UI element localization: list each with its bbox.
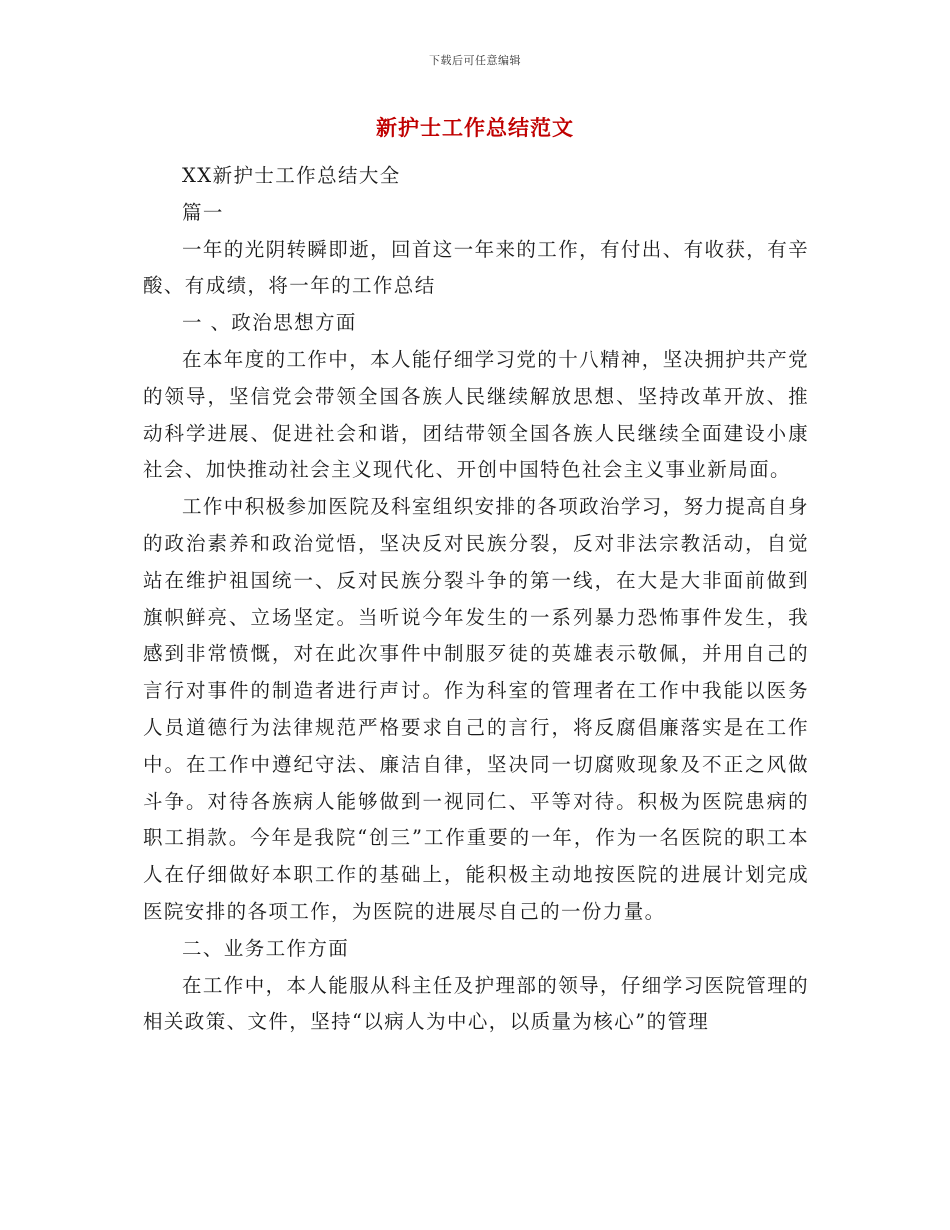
section-label-paragraph: 篇一 — [182, 200, 224, 224]
business-paragraph-1: 在工作中，本人能服从科主任及护理部的领导，仔细学习医院管理的相关政策、文件，坚持“以病人为中心，以质量为核心”的管理 — [143, 973, 810, 1034]
subtitle-paragraph: XX新护士工作总结大全 — [182, 164, 401, 187]
document-title: 新护士工作总结范文 — [376, 115, 574, 140]
heading-political: 一 、政治思想方面 — [182, 311, 357, 335]
heading-business: 二、业务工作方面 — [182, 936, 350, 960]
political-paragraph-1: 在本年度的工作中，本人能仔细学习党的十八精神，坚决拥护共产党的领导，坚信党会带领全国各族人民继续解放思想、坚持改革开放、推动科学进展、促进社会和谐，团结带领全国各族人民继续全面建设小康社会、加快推动社会主义现代化、开创中国特色社会主义事业新局面。 — [143, 347, 810, 482]
page-header-note: 下载后可任意编辑 — [429, 54, 521, 67]
intro-paragraph: 一年的光阴转瞬即逝，回首这一年来的工作，有付出、有收获，有辛酸、有成绩，将一年的工作总结 — [143, 237, 810, 298]
document-body — [143, 158, 809, 1041]
political-paragraph-2: 工作中积极参加医院及科室组织安排的各项政治学习，努力提高自身的政治素养和政治觉悟，坚决反对民族分裂，反对非法宗教活动，自觉站在维护祖国统一、反对民族分裂斗争的第一线，在大是大非面前做到旗帜鲜亮、立场坚定。当听说今年发生的一系列暴力恐怖事件发生，我感到非常愤慨，对在此次事件中制服歹徒的英雄表示敬佩，并用自己的言行对事件的制造者进行声讨。作为科室的管理者在工作中我能以医务人员道德行为法律规范严格要求自己的言行，将反腐倡廉落实是在工作中。在工作中遵纪守法、廉洁自律，坚决同一切腐败现象及不正之风做斗争。对待各族病人能够做到一视同仁、平等对待。积极为医院患病的职工捐款。今年是我院“创三”工作重要的一年，作为一名医院的职工本人在仔细做好本职工作的基础上，能积极主动地按医院的进展计划完成医院安排的各项工作，为医院的进展尽自己的一份力量。 — [143, 495, 810, 923]
